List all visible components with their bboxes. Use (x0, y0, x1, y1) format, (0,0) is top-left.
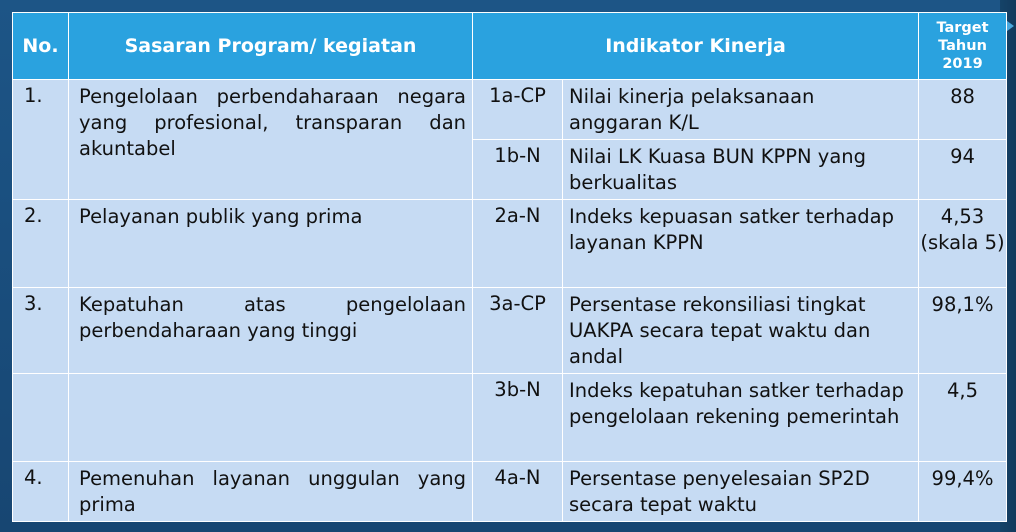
sasaran-cell: Pengelolaan perbendaharaan negara yang profesional, transparan dan akuntabel (69, 80, 473, 200)
sasaran-cell: Pemenuhan layanan unggulan yang prima (69, 462, 473, 522)
table-row (13, 200, 1007, 288)
header-row (13, 13, 1007, 80)
indicator-text: Nilai kinerja pelaksanaan anggaran K/L (563, 80, 919, 140)
empty-cell (13, 374, 69, 462)
indicator-code: 4a-N (473, 462, 563, 522)
target-value: 99,4% (919, 462, 1007, 522)
table-row (13, 374, 1007, 462)
indicator-code: 1b-N (473, 140, 563, 200)
indicator-text: Nilai LK Kuasa BUN KPPN yang berkualitas (563, 140, 919, 200)
indicator-code: 1a-CP (473, 80, 563, 140)
sasaran-cell: Kepatuhan atas pengelolaan perbendaharaan yang tinggi (69, 288, 473, 374)
indicator-text: Indeks kepatuhan satker terhadap pengelolaan rekening pemerintah (563, 374, 919, 462)
empty-cell (69, 374, 473, 462)
indicator-text: Persentase penyelesaian SP2D secara tepat waktu (563, 462, 919, 522)
row-number: 4. (13, 462, 69, 522)
indicator-code: 2a-N (473, 200, 563, 288)
indicator-text: Persentase rekonsiliasi tingkat UAKPA secara tepat waktu dan andal (563, 288, 919, 374)
row-number: 1. (13, 80, 69, 200)
performance-indicator-table (12, 12, 1007, 522)
table-row (13, 80, 1007, 140)
header-indikator: Indikator Kinerja (473, 13, 919, 80)
header-sasaran: Sasaran Program/ kegiatan (69, 13, 473, 80)
target-value: 98,1% (919, 288, 1007, 374)
row-number: 2. (13, 200, 69, 288)
header-target-line1: Target (936, 20, 989, 36)
target-value: 88 (919, 80, 1007, 140)
header-target (919, 13, 1007, 80)
indicator-code: 3a-CP (473, 288, 563, 374)
row-number: 3. (13, 288, 69, 374)
target-value: 4,53 (skala 5) (919, 200, 1007, 288)
indicator-code: 3b-N (473, 374, 563, 462)
indicator-text: Indeks kepuasan satker terhadap layanan KPPN (563, 200, 919, 288)
table-row (13, 462, 1007, 522)
table-row (13, 288, 1007, 374)
header-target-line3: 2019 (942, 56, 983, 72)
header-target-line2: Tahun (938, 38, 987, 54)
sasaran-cell: Pelayanan publik yang prima (69, 200, 473, 288)
target-value: 4,5 (919, 374, 1007, 462)
header-no: No. (13, 13, 69, 80)
target-value: 94 (919, 140, 1007, 200)
